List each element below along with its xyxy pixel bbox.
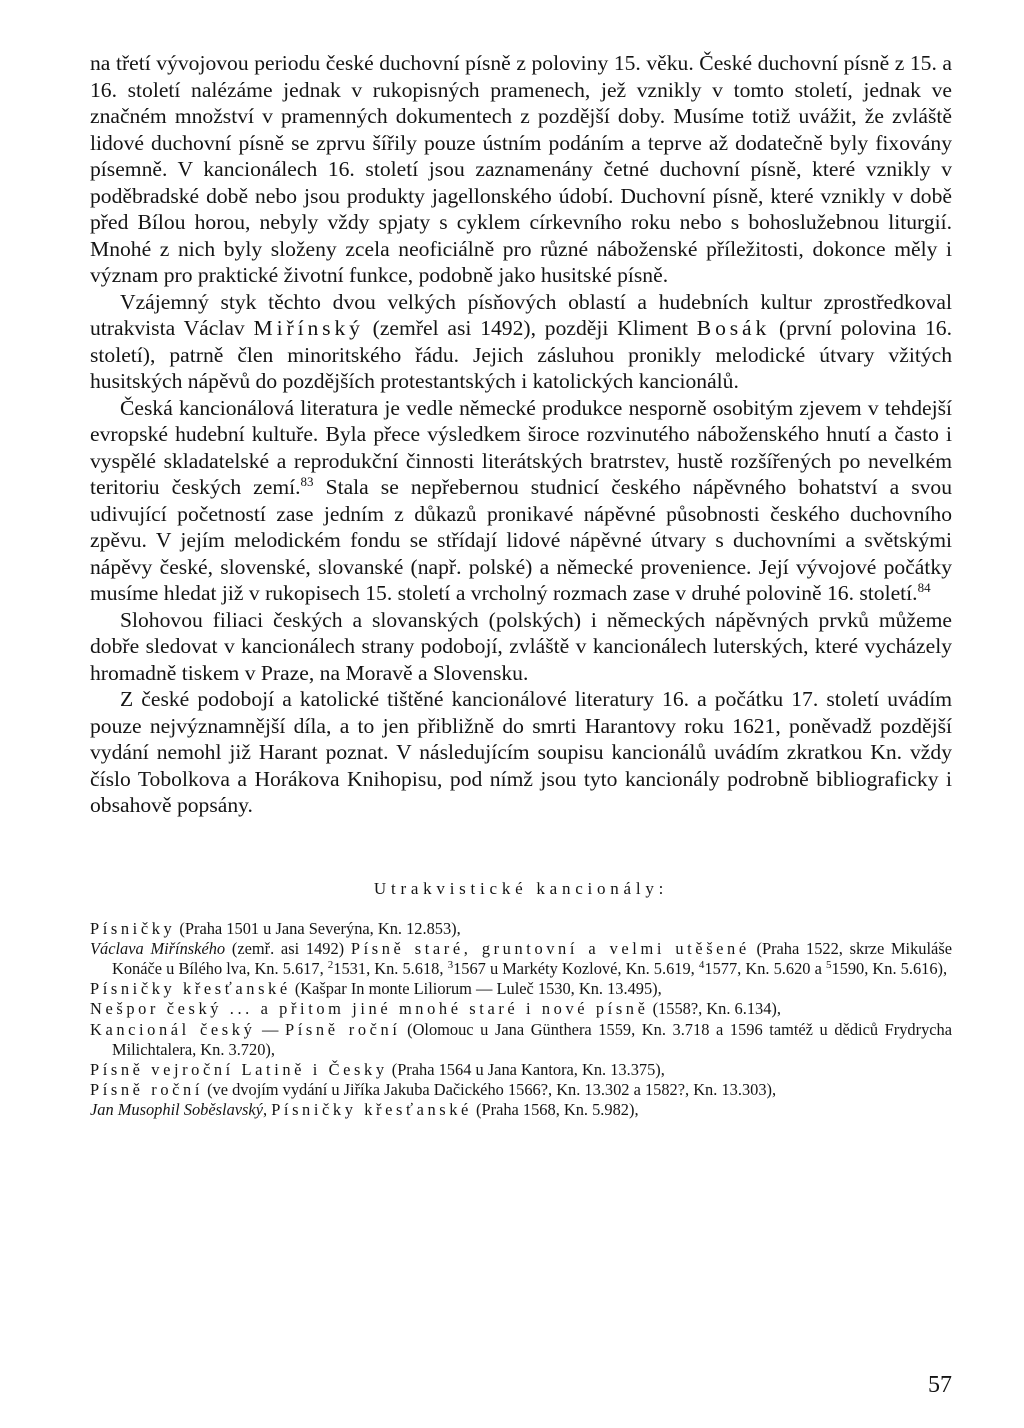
entry-author: Václava Miřínského bbox=[90, 938, 226, 958]
entry-title: Nešpor český ... a přitom jiné mnohé staré i nové písně bbox=[90, 999, 649, 1019]
paragraph-2 bbox=[90, 289, 952, 395]
edition-marker: 2 bbox=[327, 958, 334, 971]
entry-author: Jan Musophil Soběslavský bbox=[90, 1100, 263, 1120]
footnote-marker: 84 bbox=[917, 580, 931, 595]
paragraph-4 bbox=[90, 607, 952, 687]
spaced-name: Bosák bbox=[696, 316, 771, 340]
list-item bbox=[90, 979, 952, 999]
edition-marker: 3 bbox=[447, 958, 454, 971]
paragraph-3 bbox=[90, 395, 952, 607]
footnote-marker: 83 bbox=[300, 474, 314, 489]
entry-title: Kancionál český bbox=[90, 1019, 256, 1039]
spaced-name: Miřínský bbox=[253, 316, 364, 340]
list-item bbox=[90, 1100, 952, 1120]
paragraph-text: (první polovina 16. století), patrně člen minoritského řádu. Jejich zásluhou pronikly melodické útvary vžitých husitských nápěvů do pozdějších protestantských i katolických kancionálů. bbox=[90, 316, 953, 393]
paragraph-text: Vzájemný styk těchto dvou velkých písňových oblastí a hudebních kultur zprostředkoval utrakvista Václav bbox=[90, 289, 952, 340]
page-number: 57 bbox=[928, 1372, 952, 1398]
entry-title: Písničky bbox=[90, 918, 176, 938]
paragraph-5 bbox=[90, 686, 952, 819]
entry-title: Písně vejroční Latině i Česky bbox=[90, 1059, 388, 1079]
entry-title: Písničky křesťanské bbox=[271, 1100, 472, 1120]
entry-details: 1577, Kn. 5.620 a bbox=[704, 958, 826, 978]
list-item bbox=[90, 1060, 952, 1080]
paragraph-text: Z české podobojí a katolické tištěné kancionálové literatury 16. a počátku 17. století uvádím pouze nejvýznamnější díla, a to jen přibližně do smrti Harantovy roku 1621, poněvadž pozdější vydání nemohl již Harant poznat. V následujícím soupisu kancionálů uvádím zkratkou Kn. vždy číslo Tobolkova a Horákova Knihopisu, pod nímž jsou tyto kancionály podrobně bibliograficky i obsahově popsány. bbox=[90, 687, 952, 817]
entry-details: (Praha 1564 u Jana Kantora, Kn. 13.375), bbox=[387, 1059, 665, 1079]
entry-details: (Praha 1568, Kn. 5.982), bbox=[471, 1100, 639, 1120]
entry-details: 1567 u Markéty Kozlové, Kn. 5.619, bbox=[453, 958, 699, 978]
edition-marker: 5 bbox=[825, 958, 832, 971]
paragraph-text: na třetí vývojovou periodu české duchovní písně z poloviny 15. věku. České duchovní písně z 15. a 16. století nalézáme jednak v rukopisných pramenech, jež vznikly v tomto století, jednak ve značném množství v pramenných dokumentech z pozdější doby. Musíme totiž uvážit, že zvláště lidové duchovní písně se zprvu šířily pouze ústním podáním a teprve až dodatečně byly fixovány písemně. V kancionálech 16. století jsou zaznamenány četné duchovní písně, které vznikly v poděbradské době nebo jsou produkty jagellonského údobí. Duchovní písně, které vznikly v době před Bílou horou, nebyly vždy spjaty s cyklem církevního roku nebo s bohoslužebnou liturgií. Mnohé z nich byly složeny zcela neoficiálně pro různé náboženské příležitosti, dokonce měly i význam pro praktické životní funkce, podobně jako husitské písně. bbox=[90, 51, 952, 287]
paragraph-text: (zemřel asi 1492), později Kliment bbox=[363, 316, 697, 340]
entry-details: , bbox=[262, 1100, 272, 1120]
entry-details: 1590, Kn. 5.616), bbox=[831, 958, 948, 978]
paragraph-text: Česká kancionálová literatura je vedle německé produkce nesporně osobitým zjevem v tehdejší evropské hudební kultuře. Byla přece výsledkem široce rozvinutého náboženského hnutí a často i vyspělé skladatelské a reprodukční činnosti literátských bratrstev, hustě rozšířených po nevelkém teritoriu českých zemí. bbox=[90, 395, 952, 499]
entry-details: — bbox=[255, 1019, 286, 1039]
list-item bbox=[90, 939, 952, 979]
list-item bbox=[90, 1020, 952, 1060]
entry-title: Písně roční bbox=[285, 1019, 401, 1039]
entry-details: (Praha 1501 u Jana Severýna, Kn. 12.853), bbox=[175, 918, 461, 938]
list-item bbox=[90, 919, 952, 939]
entry-details: (Olomouc u Jana Günthera 1559, Kn. 3.718 a 1596 tamtéž u dědiců Frydrycha Milichtalera, Kn. 3.720), bbox=[112, 1019, 953, 1059]
entry-title: Písně roční bbox=[90, 1080, 203, 1100]
paragraph-1 bbox=[90, 50, 952, 289]
edition-marker: 4 bbox=[698, 958, 705, 971]
paragraph-text: Stala se nepřebernou studnicí českého nápěvného bohatství a svou udivující početností zase jedním z důkazů pronikavé nápěvné působnosti českého duchovního zpěvu. V jejím melodickém fondu se střídají lidové nápěvné útvary s duchovními a světskými nápěvy české, slovenské, slovanské (např. polské) a německé provenience. Její vývojové počátky musíme hledat již v rukopisech 15. století a vrcholný rozmach zase v druhé polovině 16. století. bbox=[90, 475, 952, 605]
entry-title: Písničky křesťanské bbox=[90, 979, 291, 999]
list-heading: Utrakvistické kancionály: bbox=[373, 878, 669, 898]
list-item bbox=[90, 1080, 952, 1100]
paragraph-text: Slohovou filiaci českých a slovanských (polských) i německých nápěvných prvků můžeme dobře sledovat v kancionálech strany podobojí, zvláště v kancionálech luterských, které vycházely hromadně tiskem v Praze, na Moravě a Slovensku. bbox=[90, 607, 952, 685]
entry-details: (zemř. asi 1492) bbox=[225, 938, 351, 958]
entry-details: 1531, Kn. 5.618, bbox=[333, 958, 448, 978]
entry-details: (1558?, Kn. 6.134), bbox=[648, 999, 781, 1019]
hymnal-list bbox=[90, 919, 952, 1121]
entry-title: Písně staré, gruntovní a velmi utěšené bbox=[350, 938, 750, 958]
entry-details: (Praha 1522, skrze Mikuláše Konáče u Bílého lva, Kn. 5.617, bbox=[112, 938, 952, 978]
list-item bbox=[90, 999, 952, 1019]
entry-details: (ve dvojím vydání u Jiříka Jakuba Dačického 1566?, Kn. 13.302 a 1582?, Kn. 13.303), bbox=[202, 1080, 777, 1100]
entry-details: (Kašpar In monte Liliorum — Luleč 1530, Kn. 13.495), bbox=[290, 979, 662, 999]
page-body bbox=[90, 50, 952, 1121]
